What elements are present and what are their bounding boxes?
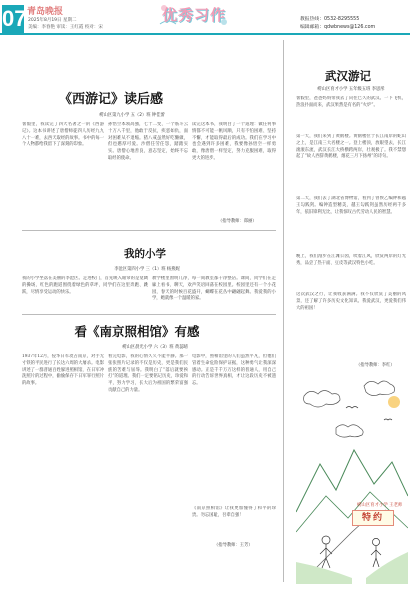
article-body-nanjing-col2: 看完电影，我的心情久久不能平静。那一张张照片记录的不仅是历史，更是我们民族的苦难与屈辱。我明白了“落后就要挨打”的道理。我们一定要铭记历史，珍爱和平，努力学习，长大后为祖国的繁荣富强贡献自己的力量。 [108, 354, 188, 393]
issue-date: 2025年8月19日 星期二 [28, 18, 77, 23]
article-body-nanjing-col1: 1937年12月，侵华日军攻占南京，对手无寸铁的平民进行了长达六周的大屠杀。电影讲述了一群普通百姓躲进照相馆，在日军冲洗照片的过程中，偷偷保存下日军罪行照片的故事。 [22, 354, 104, 387]
special-contribution-badge: 特约 [352, 510, 394, 526]
article-byline-nanjing: 崂山区晨光小学 六（3）班 黄蕊晴 [122, 345, 188, 350]
page-number: 07 [2, 6, 27, 31]
header-rule [0, 33, 410, 35]
divider [22, 230, 276, 231]
column-title: 优秀习作 [161, 6, 226, 24]
article-title-wuhan: 武汉游记 [325, 69, 371, 83]
article-body-wuhan-p1: 暑假里，爸爸妈妈带我去了向往已久的武汉。一下飞机，热浪扑面而来，武汉果然是有名的“火炉”。 [296, 96, 406, 108]
landscape-illustration-icon [296, 372, 408, 584]
article-body-school-col1: 我的小学坐落在美丽的李沧区。走进校门，首先映入眼帘的是宽阔的操场，红色的跑道围绕着绿色的草坪，同学们在这里奔跑、跳跃，尽情享受运动的快乐。 [22, 276, 148, 295]
article-body-school-col2: 教学楼里窗明几净，每一间教室都干净整洁。课间，同学们在走廊上看书、聊天，欢声笑语回荡在校园里。校园里还有一个小花园，春天的时候百花盛开，蝴蝶在花丛中翩翩起舞。我爱我的小学，她就像一个温暖的家。 [152, 276, 276, 302]
newspaper-name: 青岛晚报 [27, 7, 64, 17]
article-title-school: 我的小学 [124, 248, 166, 260]
article-body-xiyouji-col3: 读完这本书，我明白了一个道理：做任何事情都不可能一帆风顺，只有不怕困难、坚持不懈，才能取得最后的成功。我们在学习中也会遇到许多困难，我要像孙悟空一样勇敢，像唐僧一样坚定，努力克服困难，取得更大的进步。 [192, 122, 276, 161]
column-banner [158, 2, 230, 28]
children-illustration [296, 372, 408, 584]
column-divider [283, 40, 284, 582]
article-byline-xiyouji: 崂山区第九小学 五（2）班 钟佳蕾 [99, 113, 165, 118]
article-sign-wuhan: （指导教师：李红） [356, 363, 395, 368]
article-body-wuhan-p5: 这次武汉之行，让我收获满满。我不仅欣赏了美丽的风景，还了解了许多历史文化知识。我爱武汉，更爱我们伟大的祖国！ [296, 292, 406, 311]
article-body-xiyouji-col1: 暑假里，我读完了四大名著之一的《西游记》。这本书讲述了唐僧师徒四人历经九九八十一难，去西天取经的故事。书中的每一个人物都给我留下了深刻的印象。 [22, 122, 104, 148]
article-byline-school: 李沧区第四小学 三（1）班 杨燕妮 [114, 267, 180, 272]
article-body-wuhan-p3: 第二天，我们去了湖北省博物馆，看到了曾侯乙编钟和越王勾践剑。编钟造型精美，越王勾践剑虽然历经两千多年，依旧锋利无比，让我惊叹古代劳动人民的智慧。 [296, 196, 406, 215]
article-body-wuhan-p2: 第一天，我们来到了黄鹤楼。黄鹤楼位于长江南岸的蛇山之上，是江南三大名楼之一。登上楼顶，放眼望去，长江滚滚东流，武汉长江大桥横跨两岸，壮观极了。我不禁想起了“故人西辞黄鹤楼，烟花三月下扬州”的诗句。 [296, 134, 406, 160]
article-title-xiyouji: 《西游记》读后感 [58, 92, 163, 107]
article-body-wuhan-p4: 晚上，我们漫步在江滩公园，吹着江风，欣赏两岸的灯光秀，品尝了热干面、豆皮等武汉特色小吃。 [296, 254, 406, 266]
article-sign-nanjing: （指导教师：王芳） [214, 543, 253, 548]
article-sign-xiyouji: （指导教师：郑丽） [218, 219, 257, 224]
editor-email: 编辑邮箱：qdwbnews@126.com [300, 25, 376, 30]
editor-credits: 美编：李春艳 审读：王红霞 校对：宋 [28, 25, 103, 30]
article-body-nanjing-col3: 电影中，照相馆里的人们虽然平凡，但他们冒着生命危险保护证据，这种勇气让我深深感动。正是千千万万这样的普通人，用自己的行动告诉世界真相，才让这段历史不被遗忘。 [192, 354, 276, 387]
divider [22, 314, 276, 315]
article-body-xiyouji-col2: 孙悟空本领高强，七十二变、一个筋斗云十万八千里，他敢于反抗，疾恶如仇，面对困难从不退缩。猪八戒虽然好吃懒做，但也憨厚可爱。沙僧任劳任怨，踏踏实实。唐僧心地善良，意志坚定，始终不忘取经的使命。 [108, 122, 188, 161]
article-byline-wuhan: 崂山区育才小学 五年级五班 李思彤 [317, 87, 385, 92]
teacher-credit: 崂山区育才小学 王老师 [357, 503, 403, 508]
hotline: 教报热线：0532-8295555 [300, 17, 360, 22]
article-title-nanjing: 看《南京照相馆》有感 [74, 324, 200, 339]
article-body-nanjing-close: 《南京照相馆》让我更加懂得了和平的珍贵。勿忘国耻，吾辈自强！ [192, 506, 276, 518]
